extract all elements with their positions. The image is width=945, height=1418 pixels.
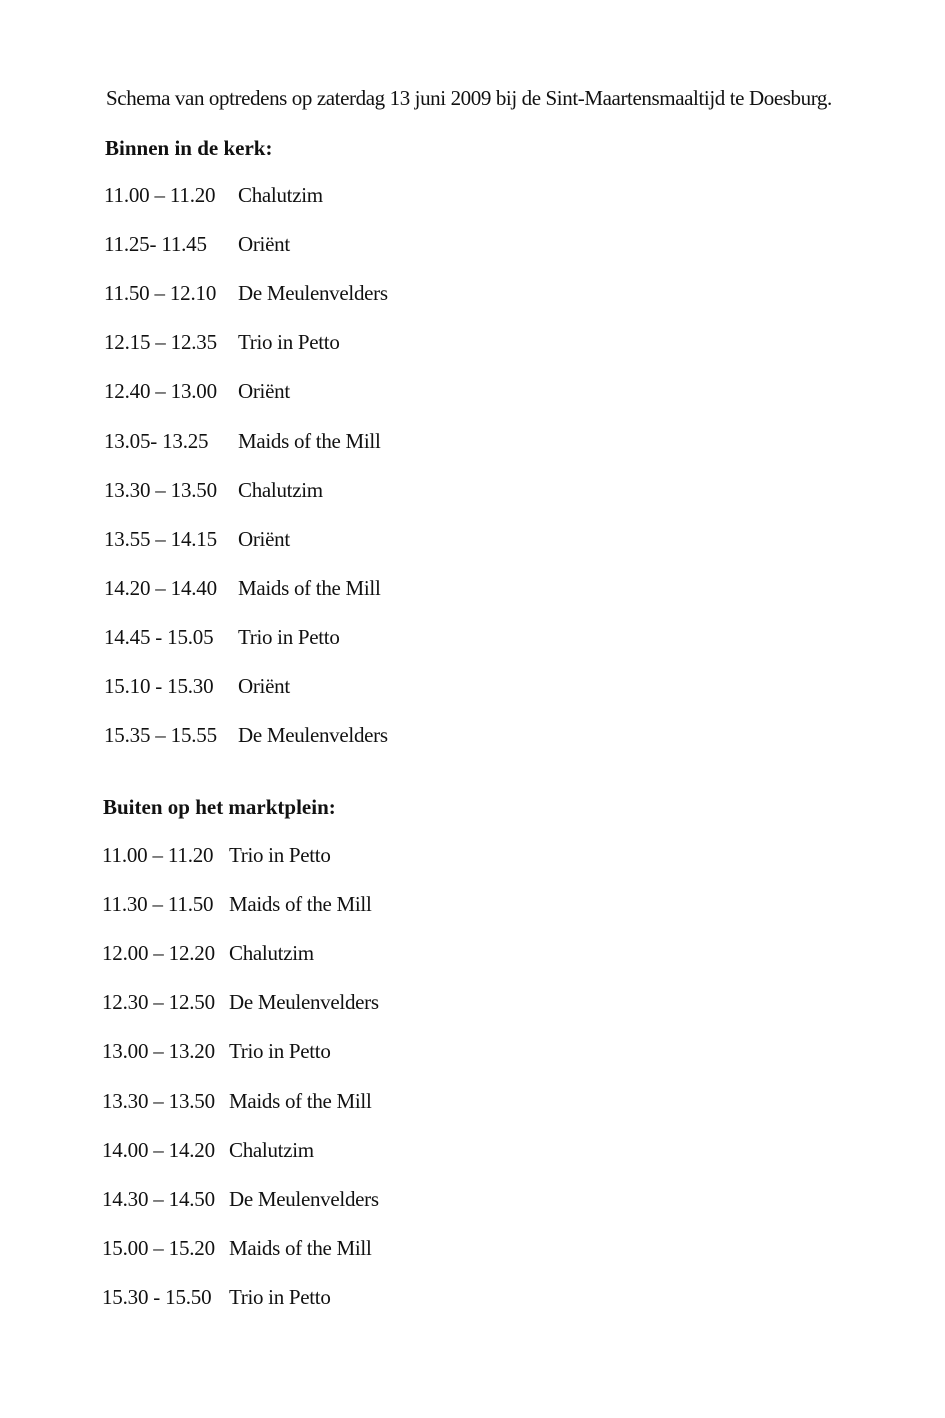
time-slot: 14.00 – 14.20 <box>102 1137 215 1162</box>
performer-name: Trio in Petto <box>229 1284 331 1309</box>
schedule-row <box>104 183 323 211</box>
schedule-row <box>104 723 388 751</box>
time-slot: 11.50 – 12.10 <box>104 281 217 306</box>
performer-name: Trio in Petto <box>238 624 340 649</box>
time-slot: 12.00 – 12.20 <box>102 941 215 966</box>
performer-name: Chalutzim <box>238 183 323 207</box>
performer-name: De Meulenvelders <box>238 281 388 306</box>
time-slot: 13.30 – 13.50 <box>102 1088 215 1113</box>
schedule-row <box>102 941 314 969</box>
performer-name: Oriënt <box>238 379 290 404</box>
performer-name: Trio in Petto <box>229 843 331 867</box>
time-slot: 11.00 – 11.20 <box>104 183 216 207</box>
performer-name: Maids of the Mill <box>238 428 381 453</box>
schedule-row <box>102 843 331 871</box>
time-slot: 13.05- 13.25 <box>104 428 209 453</box>
performer-name: Chalutzim <box>238 477 323 502</box>
schedule-row <box>104 625 340 653</box>
time-slot: 15.35 – 15.55 <box>104 723 217 748</box>
time-slot: 11.00 – 11.20 <box>102 843 214 867</box>
performer-name: Maids of the Mill <box>229 892 372 917</box>
schedule-row <box>104 674 290 702</box>
schedule-row <box>102 1089 371 1117</box>
schedule-row <box>102 1285 331 1313</box>
time-slot: 15.00 – 15.20 <box>102 1235 215 1260</box>
performer-name: Maids of the Mill <box>238 575 381 600</box>
performer-name: Oriënt <box>238 674 290 698</box>
performer-name: Maids of the Mill <box>229 1235 372 1260</box>
time-slot: 14.30 – 14.50 <box>102 1186 215 1211</box>
performer-name: Oriënt <box>238 232 290 257</box>
schedule-row <box>104 330 340 358</box>
performer-name: Chalutzim <box>229 941 314 966</box>
schedule-row <box>104 281 388 309</box>
time-slot: 15.10 - 15.30 <box>104 674 214 698</box>
section-heading-outside: Buiten op het marktplein: <box>103 795 336 819</box>
performer-name: Oriënt <box>238 526 290 551</box>
schedule-row <box>102 1187 379 1215</box>
performer-name: Chalutzim <box>229 1137 314 1162</box>
time-slot: 13.55 – 14.15 <box>104 526 217 551</box>
schedule-row <box>104 379 290 407</box>
document-title: Schema van optredens op zaterdag 13 juni 2009 bij de Sint-Maartensmaaltijd te Doesburg. <box>106 86 832 110</box>
time-slot: 12.15 – 12.35 <box>104 330 217 355</box>
time-slot: 14.20 – 14.40 <box>104 575 217 600</box>
performer-name: Maids of the Mill <box>229 1088 372 1113</box>
performer-name: Trio in Petto <box>238 330 340 355</box>
time-slot: 13.30 – 13.50 <box>104 477 217 502</box>
time-slot: 14.45 - 15.05 <box>104 624 214 649</box>
performer-name: Trio in Petto <box>229 1039 331 1064</box>
section-heading-inside: Binnen in de kerk: <box>105 136 273 160</box>
time-slot: 12.30 – 12.50 <box>102 990 215 1015</box>
time-slot: 15.30 - 15.50 <box>102 1284 212 1309</box>
schedule-row <box>102 1236 371 1264</box>
schedule-row <box>104 576 380 604</box>
schedule-row <box>104 429 380 457</box>
schedule-row <box>102 1039 331 1067</box>
schedule-row <box>102 892 371 920</box>
schedule-row <box>102 1138 314 1166</box>
time-slot: 13.00 – 13.20 <box>102 1039 215 1064</box>
schedule-row <box>104 527 290 555</box>
time-slot: 11.30 – 11.50 <box>102 892 214 917</box>
performer-name: De Meulenvelders <box>229 1186 379 1211</box>
time-slot: 12.40 – 13.00 <box>104 379 217 404</box>
schedule-row <box>104 478 323 506</box>
performer-name: De Meulenvelders <box>238 723 388 748</box>
performer-name: De Meulenvelders <box>229 990 379 1015</box>
time-slot: 11.25- 11.45 <box>104 232 207 257</box>
schedule-row <box>102 990 379 1018</box>
schedule-row <box>104 232 290 260</box>
